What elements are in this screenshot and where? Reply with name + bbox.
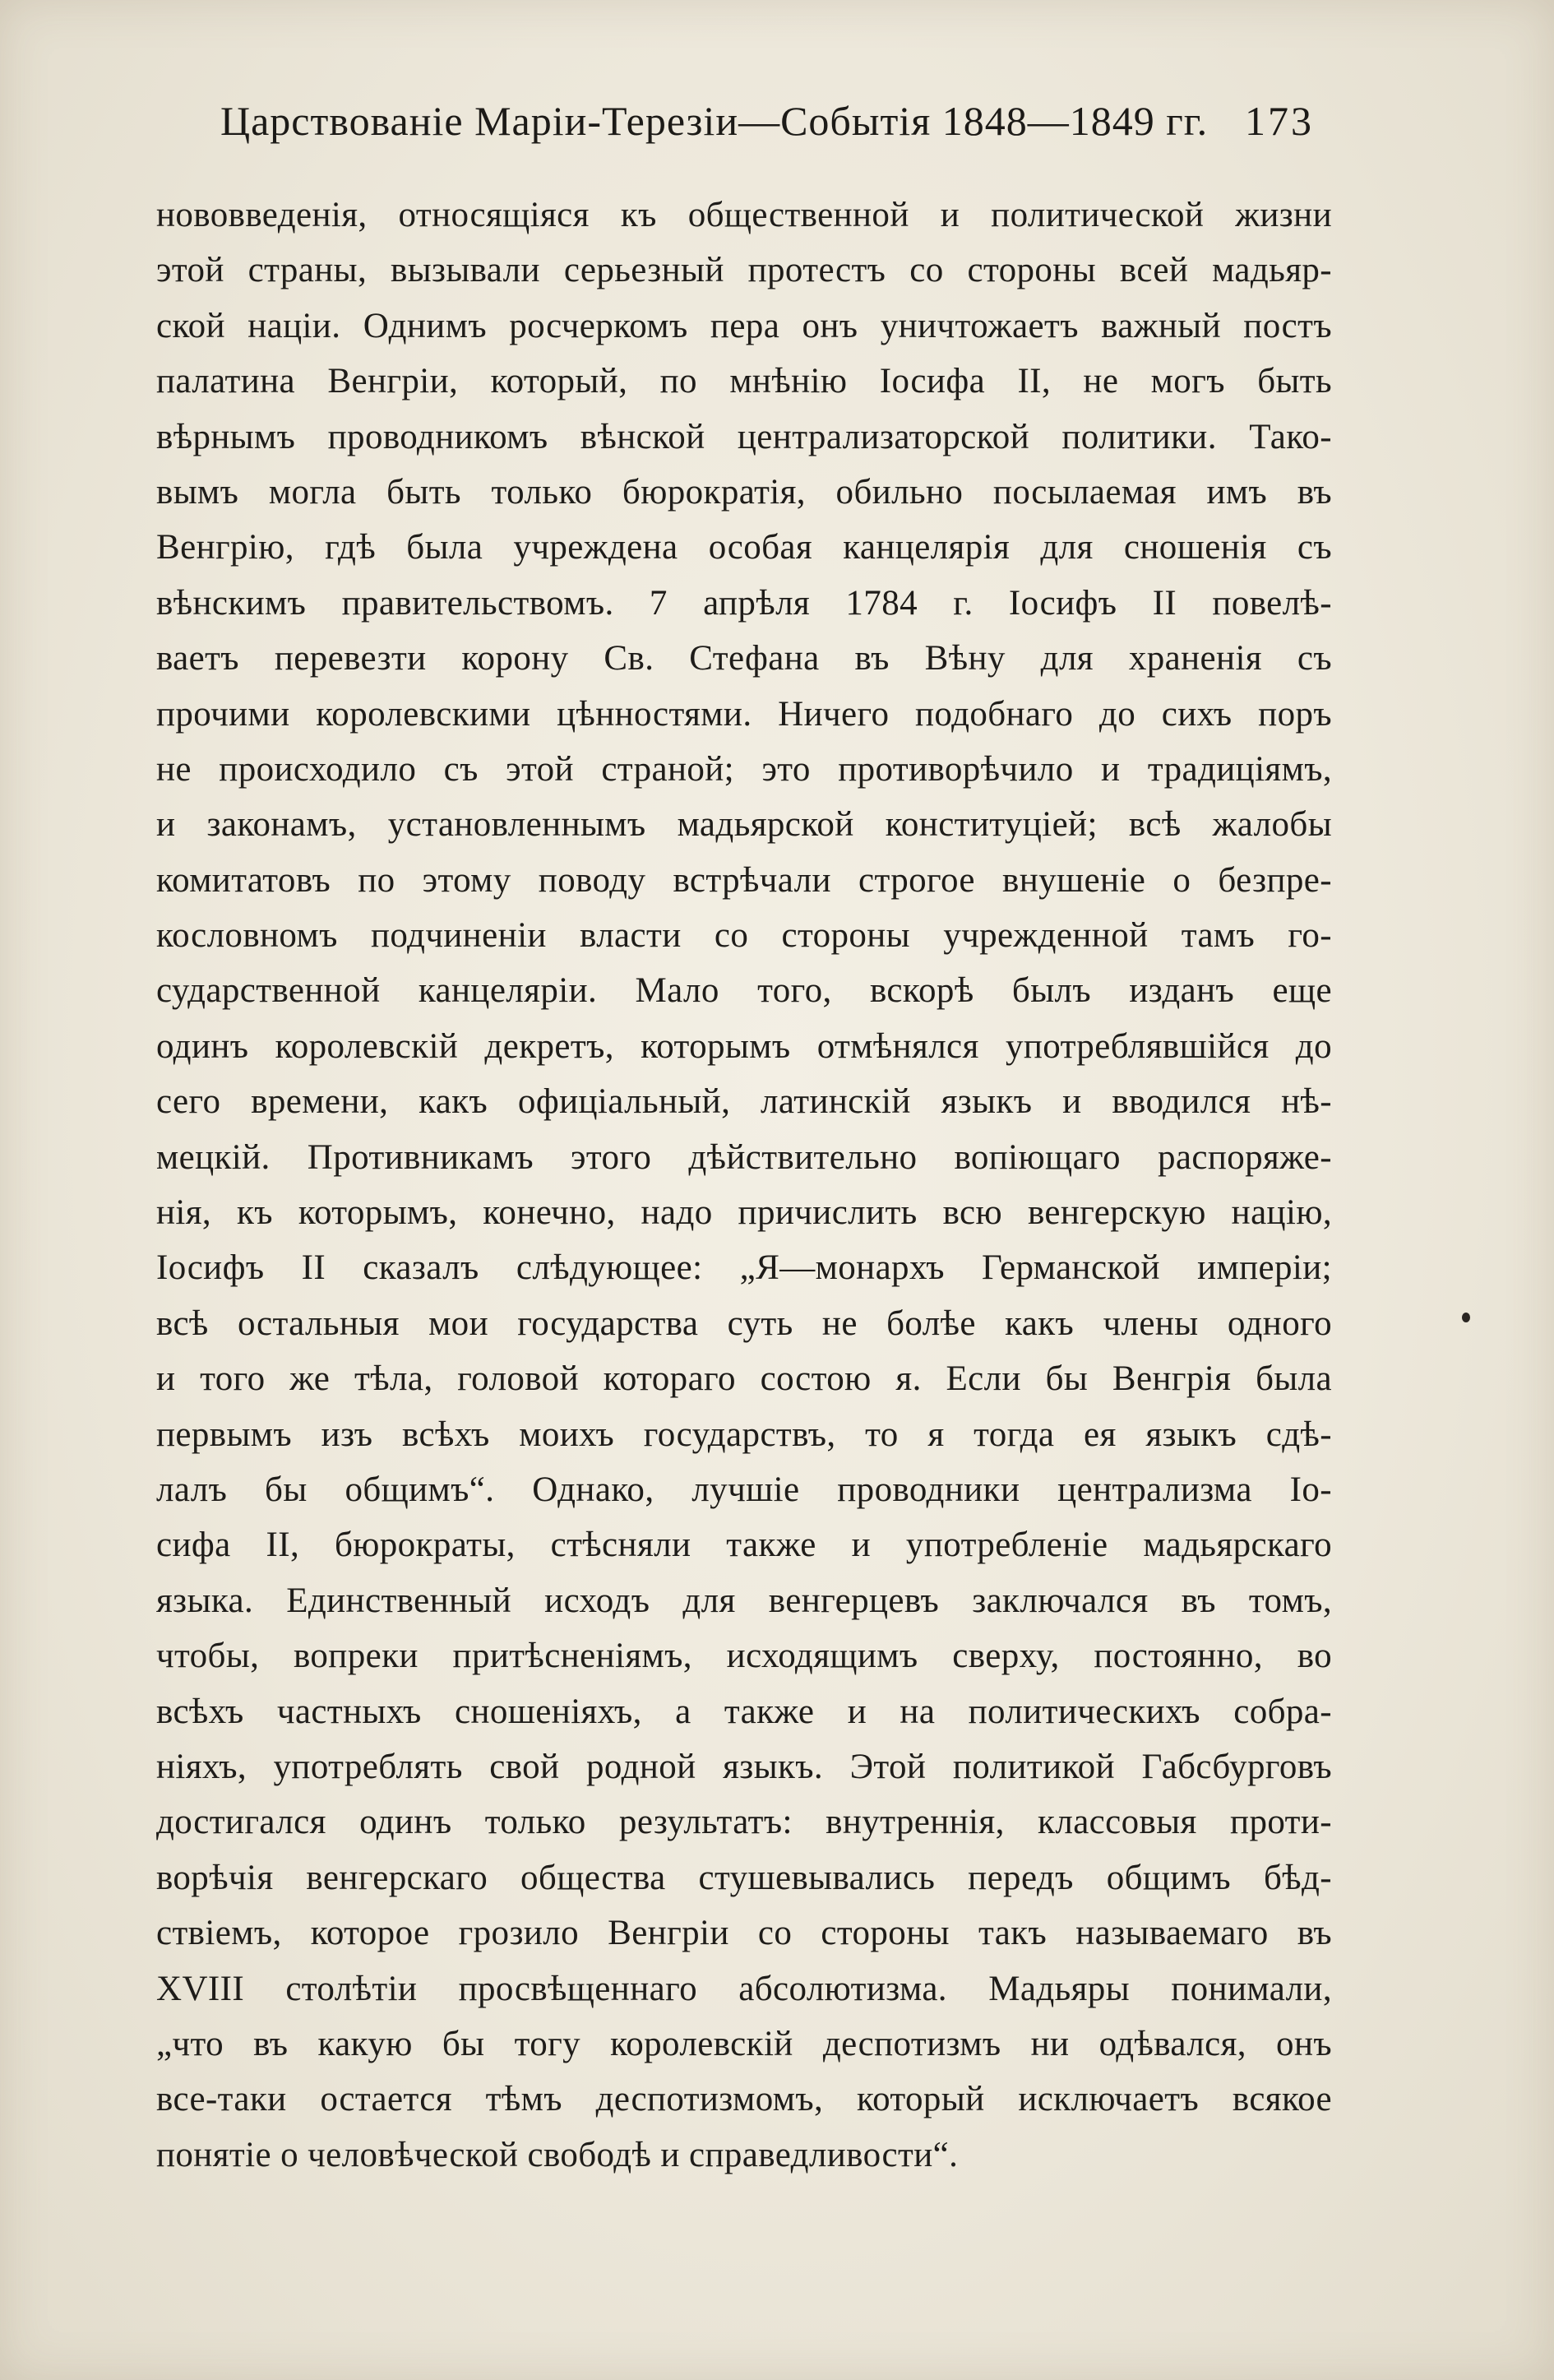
text-line: ствіемъ, которое грозило Венгріи со стороны такъ называемаго въ	[156, 1914, 1332, 1953]
text-line: и того же тѣла, головой котораго состою я. Если бы Венгрія была	[156, 1359, 1332, 1399]
text-line: достигался одинъ только результатъ: внутреннія, классовыя проти-	[156, 1803, 1332, 1842]
running-header	[220, 97, 1314, 155]
text-line: палатина Венгріи, который, по мнѣнію Іосифа II, не могъ быть	[156, 362, 1332, 401]
body-text	[156, 188, 1332, 2183]
text-line: сего времени, какъ офиціальный, латинскій языкъ и вводился нѣ-	[156, 1082, 1332, 1122]
text-line: нововведенія, относящіяся къ общественной и политической жизни	[156, 196, 1332, 234]
text-line: этой страны, вызывали серьезный протестъ со стороны всей мадьяр-	[156, 251, 1332, 290]
text-line: Іосифъ II сказалъ слѣдующее: „Я—монархъ Германской имперіи;	[156, 1248, 1332, 1288]
text-line: все-таки остается тѣмъ деспотизмомъ, который исключаетъ всякое	[156, 2080, 1332, 2119]
text-line: всѣ остальныя мои государства суть не болѣе какъ члены одного	[156, 1303, 1332, 1343]
text-line: вѣрнымъ проводникомъ вѣнской централизаторской политики. Тако-	[156, 417, 1332, 456]
text-line: вымъ могла быть только бюрократія, обильно посылаемая имъ въ	[156, 472, 1332, 512]
text-line: первымъ изъ всѣхъ моихъ государствъ, то я тогда ея языкъ сдѣ-	[156, 1415, 1332, 1454]
text-line: сифа II, бюрократы, стѣсняли также и употребленіе мадьярскаго	[156, 1526, 1332, 1565]
text-line: не происходило съ этой страной; это противорѣчило и традиціямъ,	[156, 749, 1332, 789]
text-line: вѣнскимъ правительствомъ. 7 апрѣля 1784 г. Іосифъ II повелѣ-	[156, 583, 1332, 623]
text-line: нія, къ которымъ, конечно, надо причислить всю венгерскую націю,	[156, 1193, 1332, 1233]
text-line: ваетъ перевезти корону Св. Стефана въ Вѣну для храненія съ	[156, 639, 1332, 678]
page-number: 173	[1245, 98, 1314, 144]
text-line: прочими королевскими цѣнностями. Ничего подобнаго до сихъ поръ	[156, 694, 1332, 734]
text-line: сударственной канцеляріи. Мало того, вскорѣ былъ изданъ еще	[156, 971, 1332, 1011]
text-line: ворѣчія венгерскаго общества стушевывались передъ общимъ бѣд-	[156, 1858, 1332, 1897]
text-line: кословномъ подчиненіи власти со стороны учрежденной тамъ го-	[156, 916, 1332, 956]
text-line: ніяхъ, употреблять свой родной языкъ. Этой политикой Габсбурговъ	[156, 1747, 1332, 1786]
text-line: и законамъ, установленнымъ мадьярской конституціей; всѣ жалобы	[156, 805, 1332, 845]
text-line: чтобы, вопреки притѣсненіямъ, исходящимъ сверху, постоянно, во	[156, 1637, 1332, 1676]
text-line: комитатовъ по этому поводу встрѣчали строгое внушеніе о безпре-	[156, 860, 1332, 900]
running-header-title: Царствованіе Маріи-Терезіи—Событія 1848—1849 гг.	[220, 98, 1209, 144]
text-line: понятіе о человѣческой свободѣ и справедливости“.	[156, 2135, 959, 2174]
text-line: „что въ какую бы тогу королевскій деспотизмъ ни одѣвался, онъ	[156, 2024, 1332, 2063]
text-line: мецкій. Противникамъ этого дѣйствительно вопіющаго распоряже-	[156, 1137, 1332, 1177]
ink-speck	[1462, 1313, 1470, 1322]
text-line: XVIII столѣтіи просвѣщеннаго абсолютизма. Мадьяры понимали,	[156, 1969, 1332, 2008]
text-line: языка. Единственный исходъ для венгерцевъ заключался въ томъ,	[156, 1581, 1332, 1620]
text-line: лалъ бы общимъ“. Однако, лучшіе проводники централизма Іо-	[156, 1470, 1332, 1509]
text-line: одинъ королевскій декретъ, которымъ отмѣнялся употреблявшійся до	[156, 1026, 1332, 1066]
text-line: всѣхъ частныхъ сношеніяхъ, а также и на политическихъ собра-	[156, 1692, 1332, 1731]
text-line: Венгрію, гдѣ была учреждена особая канцелярія для сношенія съ	[156, 528, 1332, 567]
text-line: ской націи. Однимъ росчеркомъ пера онъ уничтожаетъ важный постъ	[156, 306, 1332, 345]
